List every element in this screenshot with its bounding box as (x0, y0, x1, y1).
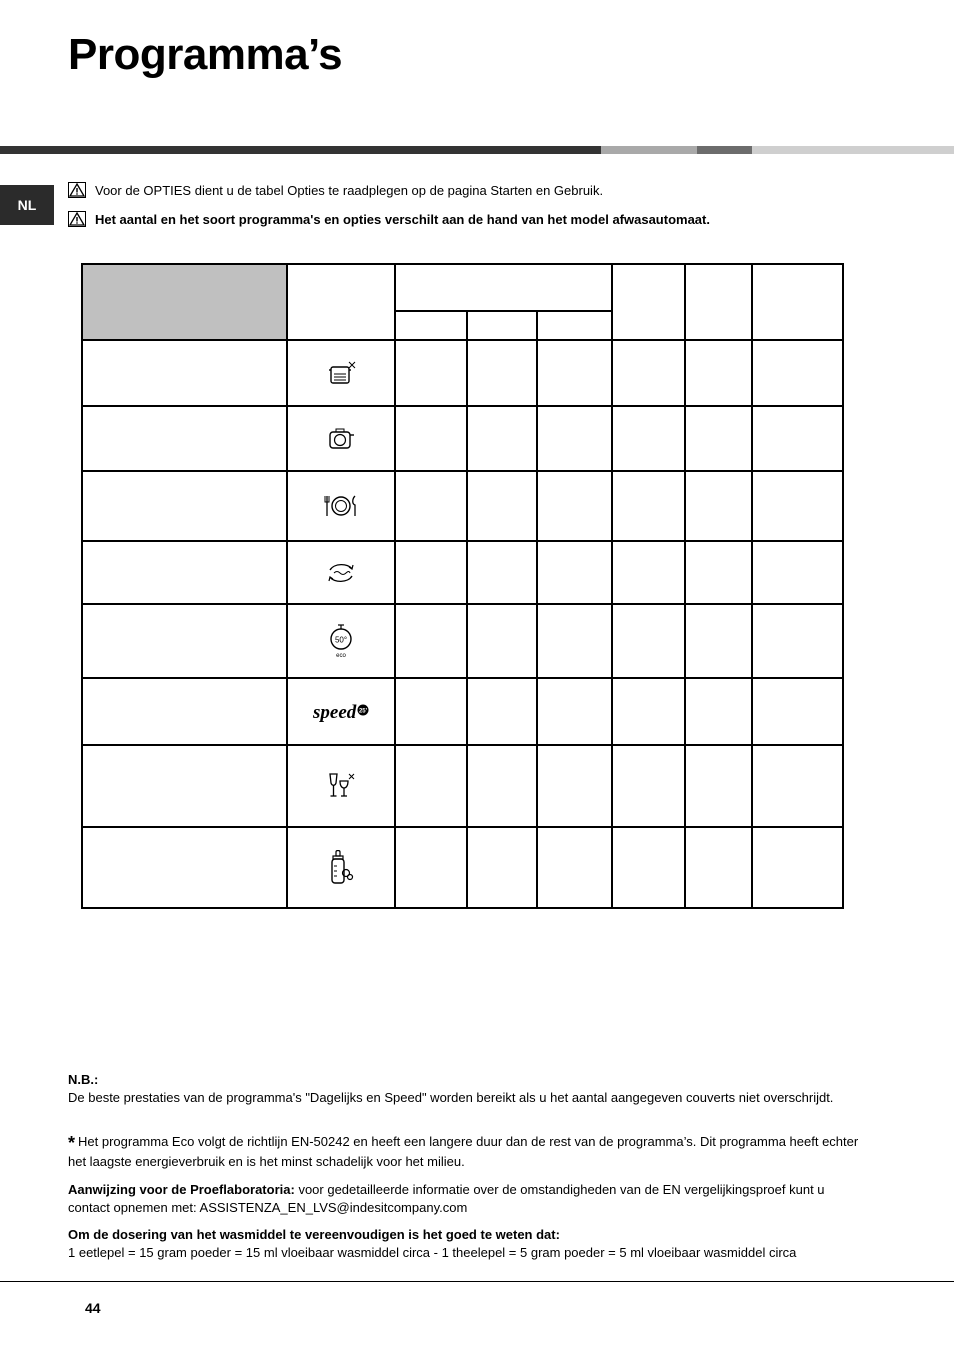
subheader-cell-b (467, 311, 537, 340)
table-cell (467, 541, 537, 604)
plate-cutlery-icon (324, 493, 358, 519)
table-cell (612, 340, 685, 406)
table-cell (467, 406, 537, 471)
eco-note (68, 1133, 868, 1170)
options-note (68, 182, 603, 198)
subheader-cell-a (395, 311, 467, 340)
nb-text: De beste prestaties van de programma's "Dagelijks en Speed" worden bereikt als u het aantal aangegeven couverts niet overschrijdt. (68, 1089, 834, 1105)
program-name-cell (82, 745, 287, 827)
table-cell (752, 678, 843, 745)
pot-icon (326, 358, 356, 388)
svg-text:eco: eco (336, 653, 346, 658)
table-cell (395, 678, 467, 745)
pan-icon (326, 425, 356, 453)
lab-note (68, 1181, 868, 1216)
model-note-text: Het aantal en het soort programma's en opties verschilt aan de hand van het model afwasautomaat. (95, 211, 710, 227)
table-row (82, 406, 843, 471)
table-row (82, 604, 843, 678)
program-name-cell (82, 406, 287, 471)
table-row (82, 340, 843, 406)
header-cell-col8 (752, 264, 843, 340)
program-name-cell (82, 827, 287, 908)
header-cell-col7 (685, 264, 752, 340)
table-cell (395, 827, 467, 908)
table-cell (612, 827, 685, 908)
table-cell (752, 827, 843, 908)
header-cell-icon (287, 264, 395, 340)
table-row (82, 745, 843, 827)
page-number: 44 (85, 1300, 101, 1316)
program-name-cell (82, 340, 287, 406)
eco-50-icon (327, 624, 355, 658)
table-cell (467, 340, 537, 406)
dosage-label: Om de dosering van het wasmiddel te vereenvoudigen is het goed te weten dat: (68, 1227, 560, 1242)
table-cell (685, 340, 752, 406)
table-cell (685, 471, 752, 541)
speed-logo-icon (311, 699, 371, 725)
table-cell (395, 745, 467, 827)
header-cell-col6 (612, 264, 685, 340)
table-cell (537, 541, 612, 604)
table-cell (612, 604, 685, 678)
program-name-cell (82, 604, 287, 678)
header-rule-dark (0, 146, 601, 154)
program-name-cell (82, 541, 287, 604)
table-cell (467, 604, 537, 678)
asterisk: * (68, 1133, 76, 1153)
program-icon-cell (287, 604, 395, 678)
options-note-text: Voor de OPTIES dient u de tabel Opties te raadplegen op de pagina Starten en Gebruik. (95, 182, 604, 198)
table-cell (395, 541, 467, 604)
program-icon-cell (287, 471, 395, 541)
baby-bottle-icon (326, 850, 356, 886)
table-cell (752, 541, 843, 604)
program-icon-cell (287, 678, 395, 745)
table-cell (537, 827, 612, 908)
language-tab: NL (0, 185, 54, 225)
table-cell (612, 678, 685, 745)
table-row (82, 471, 843, 541)
table-cell (537, 340, 612, 406)
program-icon-cell (287, 541, 395, 604)
table-cell (685, 541, 752, 604)
glasses-icon (326, 771, 356, 801)
table-cell (467, 827, 537, 908)
table-row (82, 827, 843, 908)
lab-text: voor gedetailleerde informatie over de omstandigheden van de EN vergelijkingsproef kunt u contact opnemen met: ASSISTENZA_EN_LVS@indesitcompany.com (68, 1182, 825, 1215)
svg-text:speed: speed (313, 701, 357, 723)
program-icon-cell (287, 340, 395, 406)
header-rule-light (752, 146, 954, 154)
table-cell (537, 604, 612, 678)
dosage-text: 1 eetlepel = 15 gram poeder = 15 ml vloeibaar wasmiddel circa - 1 theelepel = 5 gram poeder = 5 ml vloeibaar wasmiddel circa (68, 1244, 797, 1260)
table-cell (612, 541, 685, 604)
table-cell (685, 678, 752, 745)
eco-text: Het programma Eco volgt de richtlijn EN-50242 en heeft een langere duur dan de rest van de programma’s. Dit programma heeft echter het laagste energieverbruik en is het minst schadelijk voor het milieu. (68, 1134, 859, 1169)
table-cell (752, 406, 843, 471)
table-cell (685, 406, 752, 471)
model-note (68, 211, 710, 227)
program-name-cell (82, 471, 287, 541)
table-cell (612, 745, 685, 827)
table-cell (752, 745, 843, 827)
subheader-cell-c (537, 311, 612, 340)
warning-icon (68, 211, 86, 227)
table-cell (752, 604, 843, 678)
nb-note (68, 1071, 868, 1106)
header-rule-mid (697, 146, 752, 154)
nb-label: N.B.: (68, 1072, 99, 1087)
program-icon-cell (287, 745, 395, 827)
table-cell (685, 827, 752, 908)
table-cell (612, 471, 685, 541)
header-cell-program (82, 264, 287, 340)
program-icon-cell (287, 827, 395, 908)
program-name-cell (82, 678, 287, 745)
table-header-row (82, 264, 843, 311)
table-cell (537, 471, 612, 541)
svg-text:25': 25' (358, 708, 368, 714)
lab-label: Aanwijzing voor de Proeflaboratoria: (68, 1182, 295, 1197)
table-cell (395, 340, 467, 406)
table-cell (395, 471, 467, 541)
table-cell (685, 604, 752, 678)
table-cell (467, 678, 537, 745)
header-cell-detergent (395, 264, 612, 311)
table-row (82, 678, 843, 745)
table-cell (752, 471, 843, 541)
table-cell (537, 678, 612, 745)
header-rule-grey (601, 146, 697, 154)
table-cell (467, 471, 537, 541)
dosage-note (68, 1226, 868, 1261)
table-cell (537, 745, 612, 827)
footer-rule (0, 1281, 954, 1282)
svg-text:50°: 50° (334, 635, 348, 645)
table-cell (752, 340, 843, 406)
table-cell (537, 406, 612, 471)
table-cell (395, 406, 467, 471)
table-cell (467, 745, 537, 827)
table-cell (612, 406, 685, 471)
table-cell (395, 604, 467, 678)
soak-rinse-icon (326, 560, 356, 586)
program-icon-cell (287, 406, 395, 471)
programs-table (81, 263, 844, 909)
page-title: Programma’s (68, 30, 343, 79)
table-cell (685, 745, 752, 827)
warning-icon (68, 182, 86, 198)
table-row (82, 541, 843, 604)
